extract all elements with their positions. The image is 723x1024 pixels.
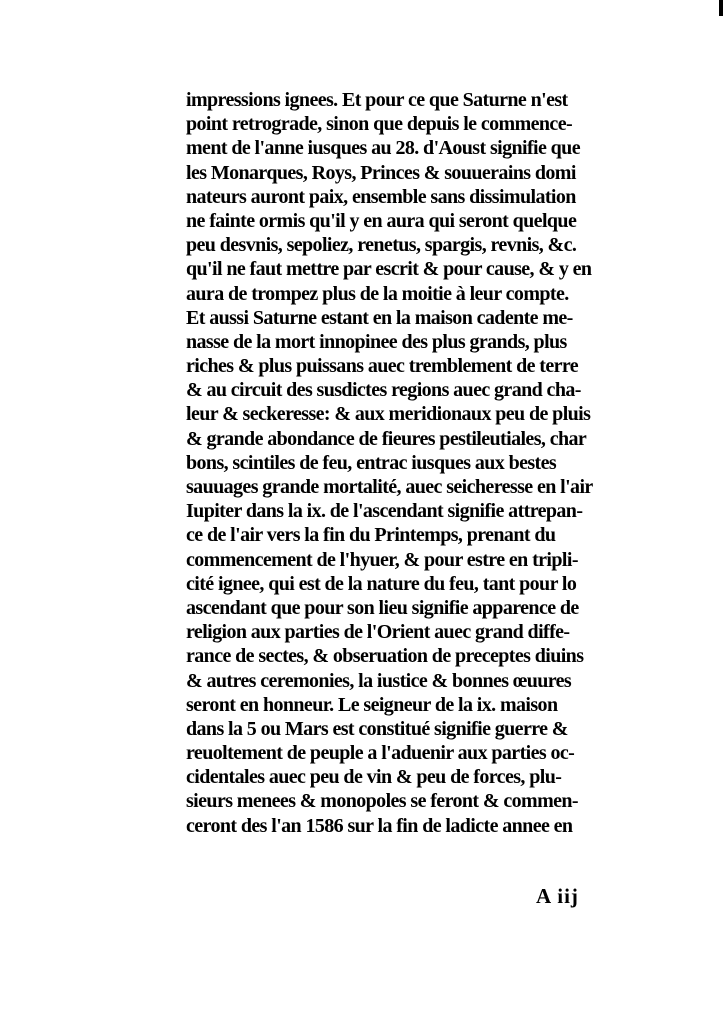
text-line: les Monarques, Roys, Princes & souuerains domi — [186, 161, 576, 184]
text-line: cidentales auec peu de vin & peu de forces, plu- — [186, 766, 562, 789]
text-line: ceront des l'an 1586 sur la fin de ladicte annee en — [186, 814, 573, 837]
text-line: peu desvnis, sepoliez, renetus, spargis, revnis, &c. — [186, 234, 577, 257]
text-line: ment de l'anne iusques au 28. d'Aoust signifie que — [186, 137, 580, 160]
text-line: rance de sectes, & obseruation de preceptes diuins — [186, 645, 584, 668]
text-line: & grande abondance de fieures pestileutiales, char — [186, 427, 587, 450]
text-line: impressions ignees. Et pour ce que Saturne n'est — [186, 89, 568, 111]
text-line: bons, scintiles de feu, entrac iusques aux bestes — [186, 451, 557, 474]
text-line: dans la 5 ou Mars est constitué signifie guerre & — [186, 717, 568, 740]
text-line: nateurs auront paix, ensemble sans dissimulation — [186, 185, 576, 208]
body-text — [186, 88, 666, 838]
text-line: reuoltement de peuple a l'aduenir aux parties oc- — [186, 742, 575, 765]
text-line: point retrograde, sinon que depuis le commence- — [186, 113, 573, 136]
text-line: riches & plus puissans auec tremblement de terre — [186, 355, 579, 378]
text-line: cité ignee, qui est de la nature du feu, tant pour lo — [186, 572, 577, 595]
text-line: commencement de l'hyuer, & pour estre en tripli- — [186, 548, 578, 571]
text-line: qu'il ne faut mettre par escrit & pour cause, & y en — [186, 258, 592, 281]
text-line: seront en honneur. Le seigneur de la ix. maison — [186, 693, 558, 716]
signature-mark: A iij — [536, 884, 579, 908]
text-line: Iupiter dans la ix. de l'ascendant signifie attrepan- — [186, 500, 583, 523]
text-line: religion aux parties de l'Orient auec grand diffe- — [186, 621, 570, 644]
text-line: Et aussi Saturne estant en la maison cadente me- — [186, 306, 573, 329]
text-line: ascendant que pour son lieu signifie apparence de — [186, 596, 579, 619]
text-line: ne fainte ormis qu'il y en aura qui seront quelque — [186, 209, 577, 232]
page-edge-mark — [719, 0, 723, 16]
text-line: sieurs menees & monopoles se feront & commen- — [186, 790, 578, 813]
text-line: & autres ceremonies, la iustice & bonnes œuures — [186, 669, 572, 692]
text-line: nasse de la mort innopinee des plus grands, plus — [186, 330, 567, 353]
text-line: leur & seckeresse: & aux meridionaux peu de pluis — [186, 403, 591, 426]
text-line: aura de trompez plus de la moitie à leur compte. — [186, 282, 569, 305]
text-line: sauuages grande mortalité, auec seicheresse en l'air — [186, 476, 593, 498]
text-line: & au circuit des susdictes regions auec grand cha- — [186, 379, 581, 402]
text-line: ce de l'air vers la fin du Printemps, prenant du — [186, 524, 556, 547]
